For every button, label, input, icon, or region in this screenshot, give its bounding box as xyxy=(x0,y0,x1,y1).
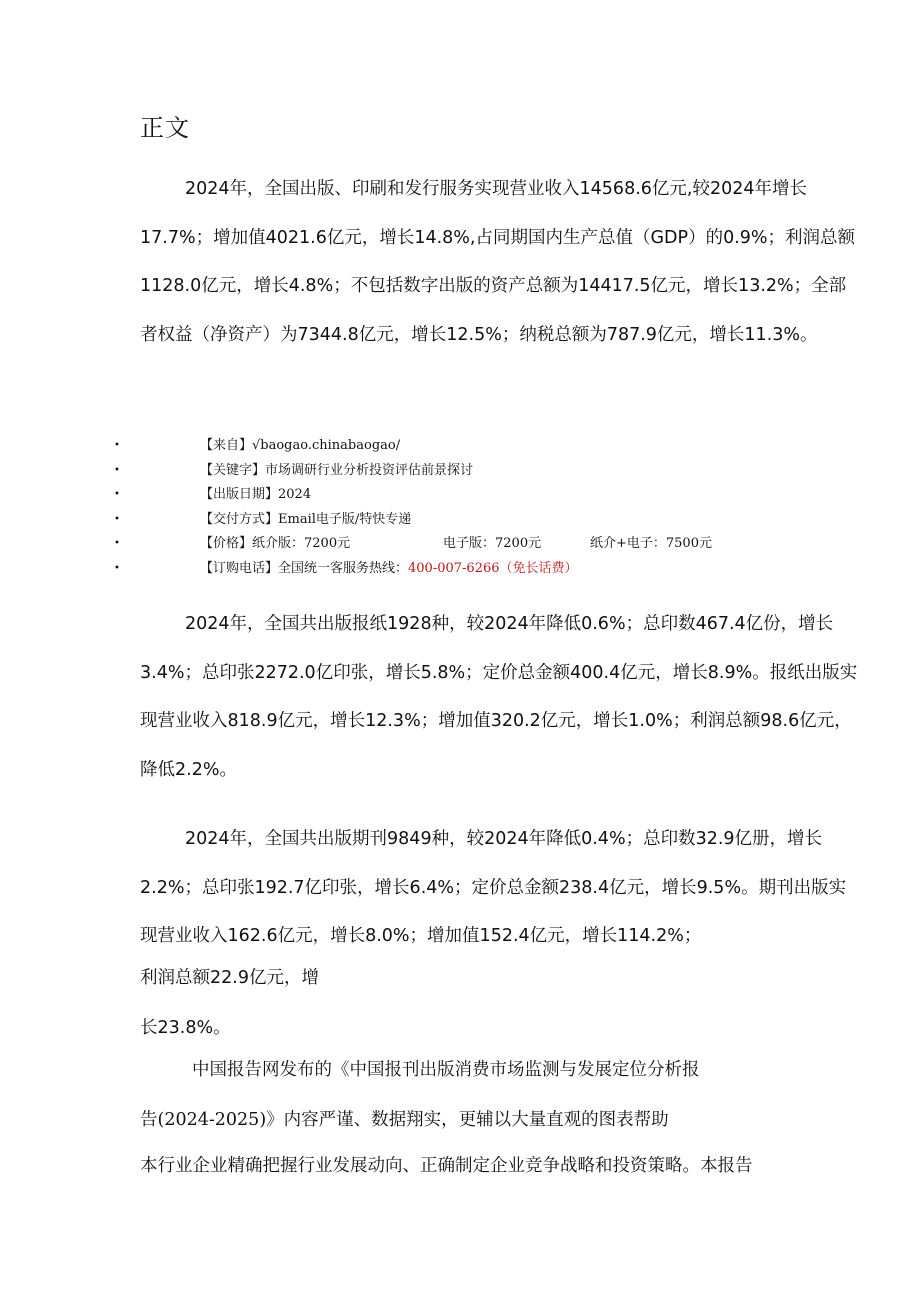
phone-label: 【订购电话】全国统一客服务热线： xyxy=(200,560,409,576)
section-title: 正文 xyxy=(140,114,190,142)
source-link[interactable]: 【来自】√baogao.chinabaogao/ xyxy=(200,438,401,453)
info-item-price xyxy=(0,532,920,557)
info-item-delivery xyxy=(0,508,920,533)
bullet-icon: • xyxy=(114,538,120,550)
report-info-list xyxy=(0,434,920,582)
paragraph-industry-overview: 2024年，全国出版、印刷和发行服务实现营业收入14568.6亿元,较2024年增长17.7%；增加值4021.6亿元，增长14.8%,占同期国内生产总值（GDP）的0.9%；利润总额1128.0亿元，增长4.8%；不包括数字出版的资产总额为14417.5亿元，增长13.2%；全部者权益（净资产）为7344.8亿元，增长12.5%；纳税总额为787.9亿元，增长11.3%。 xyxy=(140,179,856,345)
paragraph-periodicals: 2024年，全国共出版期刊9849种，较2024年降低0.4%；总印数32.9亿册，增长2.2%；总印张192.7亿印张，增长6.4%；定价总金额238.4亿元，增长9.5%。期刊出版实现营业收入162.6亿元，增长8.0%；增加值152.4亿元，增长114.2%； xyxy=(140,829,847,946)
report-intro-line-3: 本行业企业精确把握行业发展动向、正确制定企业竞争战略和投资策略。本报告 xyxy=(140,1156,753,1176)
info-item-phone xyxy=(0,557,920,582)
paragraph-periodicals-tail-a: 利润总额22.9亿元，增 xyxy=(140,968,319,988)
price-combo-text: 纸介+电子：7500元 xyxy=(590,536,712,552)
bullet-icon: • xyxy=(114,513,120,525)
info-item-pub-date xyxy=(0,483,920,508)
paragraph-periodicals-tail-b: 长23.8%。 xyxy=(140,1018,231,1038)
info-item-source xyxy=(0,434,920,459)
keywords-text: 【关键字】市场调研行业分析投资评估前景探讨 xyxy=(200,462,474,478)
bullet-icon: • xyxy=(114,489,120,501)
report-intro-line-1: 中国报告网发布的《中国报刊出版消费市场监测与发展定位分析报 xyxy=(192,1060,700,1080)
info-item-keywords xyxy=(0,459,920,484)
paragraph-newspapers: 2024年，全国共出版报纸1928种，较2024年降低0.6%；总印数467.4亿份，增长3.4%；总印张2272.0亿印张，增长5.8%；定价总金额400.4亿元，增长8.9%。报纸出版实现营业收入818.9亿元，增长12.3%；增加值320.2亿元，增长1.0%；利润总额98.6亿元，降低2.2%。 xyxy=(140,614,858,780)
phone-number[interactable]: 400-007-6266（免长话费） xyxy=(408,560,578,576)
report-intro-line-2: 告(2024-2025)》内容严谨、数据翔实，更辅以大量直观的图表帮助 xyxy=(140,1110,669,1130)
pub-date-text: 【出版日期】2024 xyxy=(200,487,312,503)
bullet-icon: • xyxy=(114,440,120,451)
bullet-icon: • xyxy=(114,464,120,476)
bullet-icon: • xyxy=(114,562,120,574)
price-electronic-text: 电子版：7200元 xyxy=(443,536,542,552)
phone-line xyxy=(200,557,578,582)
delivery-text: 【交付方式】Email电子版/特快专递 xyxy=(200,511,412,527)
price-paper-text: 【价格】纸介版：7200元 xyxy=(200,536,351,552)
